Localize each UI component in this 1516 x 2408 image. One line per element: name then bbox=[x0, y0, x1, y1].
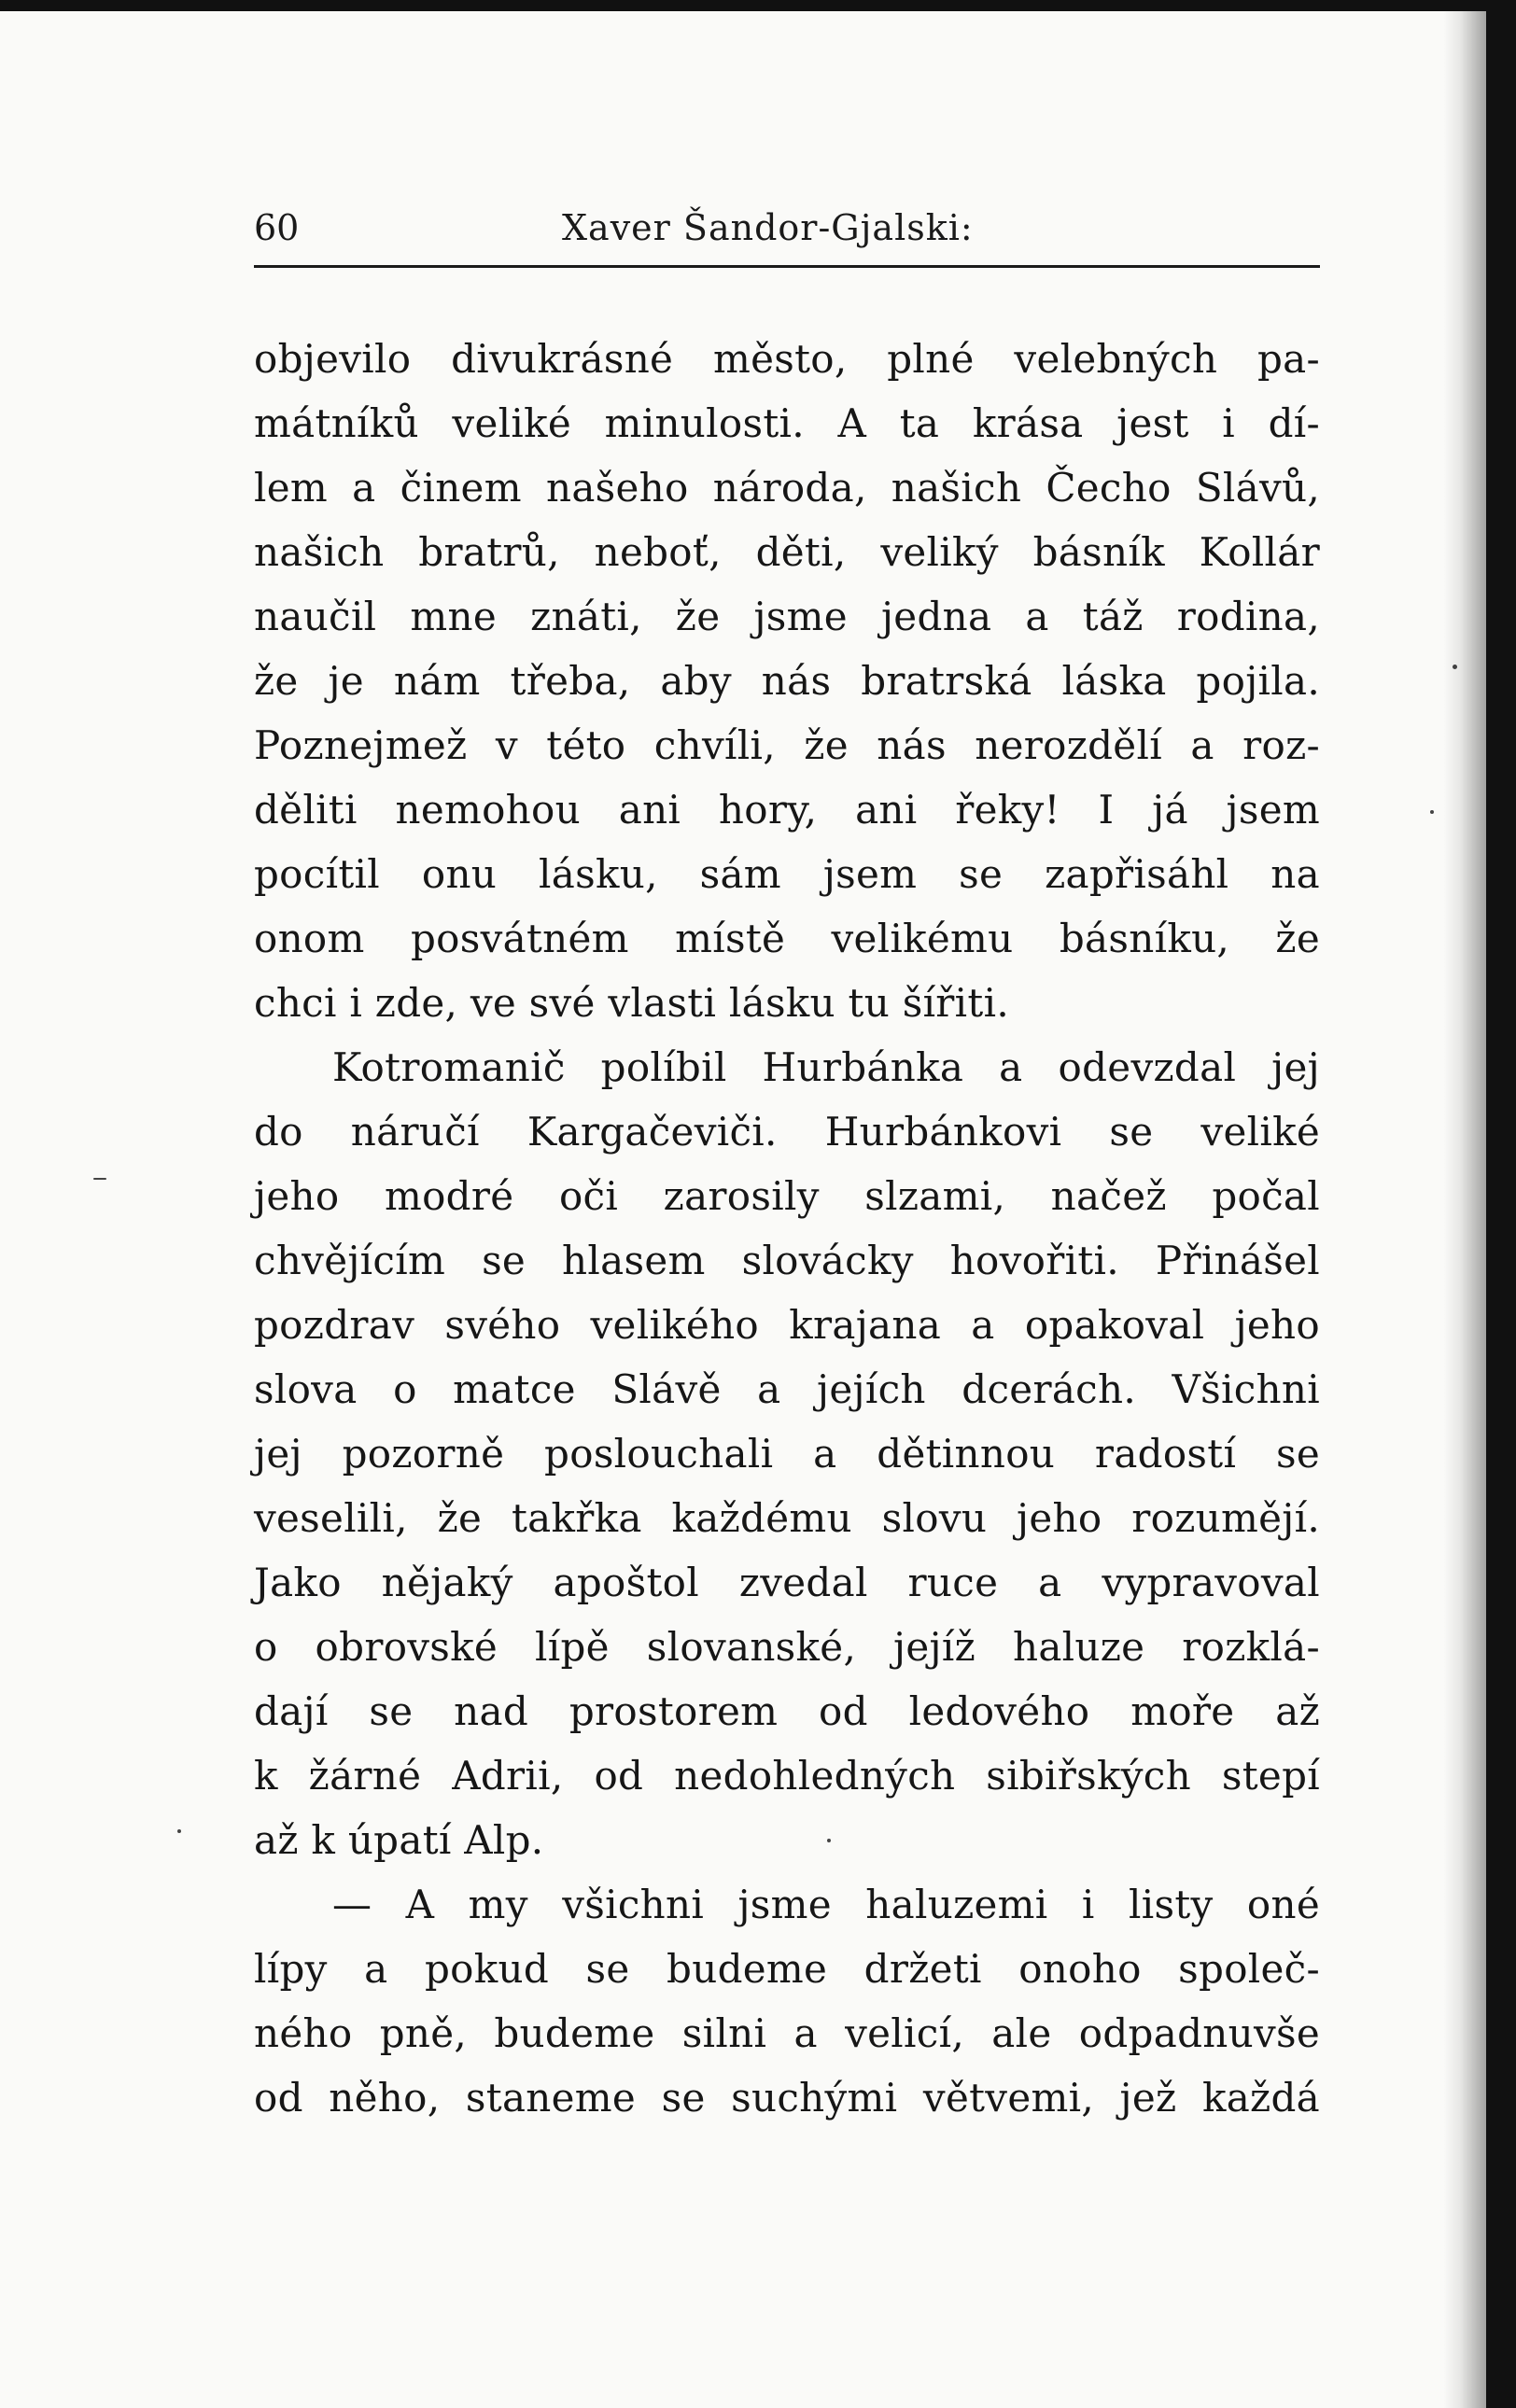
spine-shadow bbox=[1443, 11, 1486, 2408]
page-number: 60 bbox=[254, 207, 300, 248]
text-line: do náručí Kargačeviči. Hurbánkovi se veliké bbox=[254, 1109, 1320, 1155]
text-line: ného pně, budeme silni a velicí, ale odpadnuvše bbox=[254, 2010, 1320, 2056]
text-line: — A my všichni jsme haluzemi i listy oné bbox=[332, 1882, 1320, 1927]
text-line: naučil mne znáti, že jsme jedna a táž rodina, bbox=[254, 594, 1320, 639]
text-line: jeho modré oči zarosily slzami, načež počal bbox=[254, 1173, 1320, 1219]
text-line: až k úpatí Alp. bbox=[254, 1817, 544, 1863]
text-line: Poznejmež v této chvíli, že nás nerozdělí a roz- bbox=[254, 722, 1320, 768]
text-line: jej pozorně poslouchali a dětinnou radostí se bbox=[254, 1431, 1320, 1477]
text-line: Kotromanič políbil Hurbánka a odevzdal jej bbox=[332, 1044, 1320, 1090]
scan-speck bbox=[93, 1178, 106, 1180]
text-line: onom posvátném místě velikému básníku, že bbox=[254, 916, 1320, 961]
text-line: pocítil onu lásku, sám jsem se zapřisáhl na bbox=[254, 851, 1320, 897]
scan-speck bbox=[827, 1839, 831, 1842]
running-head bbox=[254, 198, 1320, 254]
text-line: děliti nemohou ani hory, ani řeky! I já jsem bbox=[254, 787, 1320, 833]
text-line: našich bratrů, neboť, děti, veliký básník Kollár bbox=[254, 529, 1320, 575]
text-line: k žárné Adrii, od nedohledných sibiřských stepí bbox=[254, 1753, 1320, 1799]
text-line: lípy a pokud se budeme držeti onoho společ- bbox=[254, 1946, 1320, 1992]
text-line: Jako nějaký apoštol zvedal ruce a vypravoval bbox=[254, 1560, 1320, 1605]
text-line: chci i zde, ve své vlasti lásku tu šířiti. bbox=[254, 980, 1009, 1026]
text-line: o obrovské lípě slovanské, jejíž haluze rozklá- bbox=[254, 1624, 1320, 1670]
header-rule bbox=[254, 265, 1320, 268]
text-line: pozdrav svého velikého krajana a opakoval jeho bbox=[254, 1302, 1320, 1348]
text-line: objevilo divukrásné město, plné velebných pa- bbox=[254, 336, 1320, 382]
text-line: od něho, staneme se suchými větvemi, jež každá bbox=[254, 2075, 1320, 2121]
text-line: lem a činem našeho národa, našich Čecho Slávů, bbox=[254, 465, 1320, 511]
text-line: že je nám třeba, aby nás bratrská láska pojila. bbox=[254, 658, 1320, 704]
scan-speck bbox=[177, 1829, 181, 1833]
text-line: chvějícím se hlasem slovácky hovořiti. Přinášel bbox=[254, 1238, 1320, 1283]
header-title: Xaver Šandor-Gjalski: bbox=[562, 207, 974, 248]
text-line: mátníků veliké minulosti. A ta krása jest i dí- bbox=[254, 400, 1320, 446]
body-text bbox=[254, 327, 1320, 2130]
text-line: slova o matce Slávě a jejích dcerách. Všichni bbox=[254, 1366, 1320, 1412]
text-line: veselili, že takřka každému slovu jeho rozumějí. bbox=[254, 1495, 1320, 1541]
scan-speck bbox=[1430, 810, 1434, 814]
text-line: dají se nad prostorem od ledového moře až bbox=[254, 1688, 1320, 1734]
book-page bbox=[0, 11, 1486, 2408]
